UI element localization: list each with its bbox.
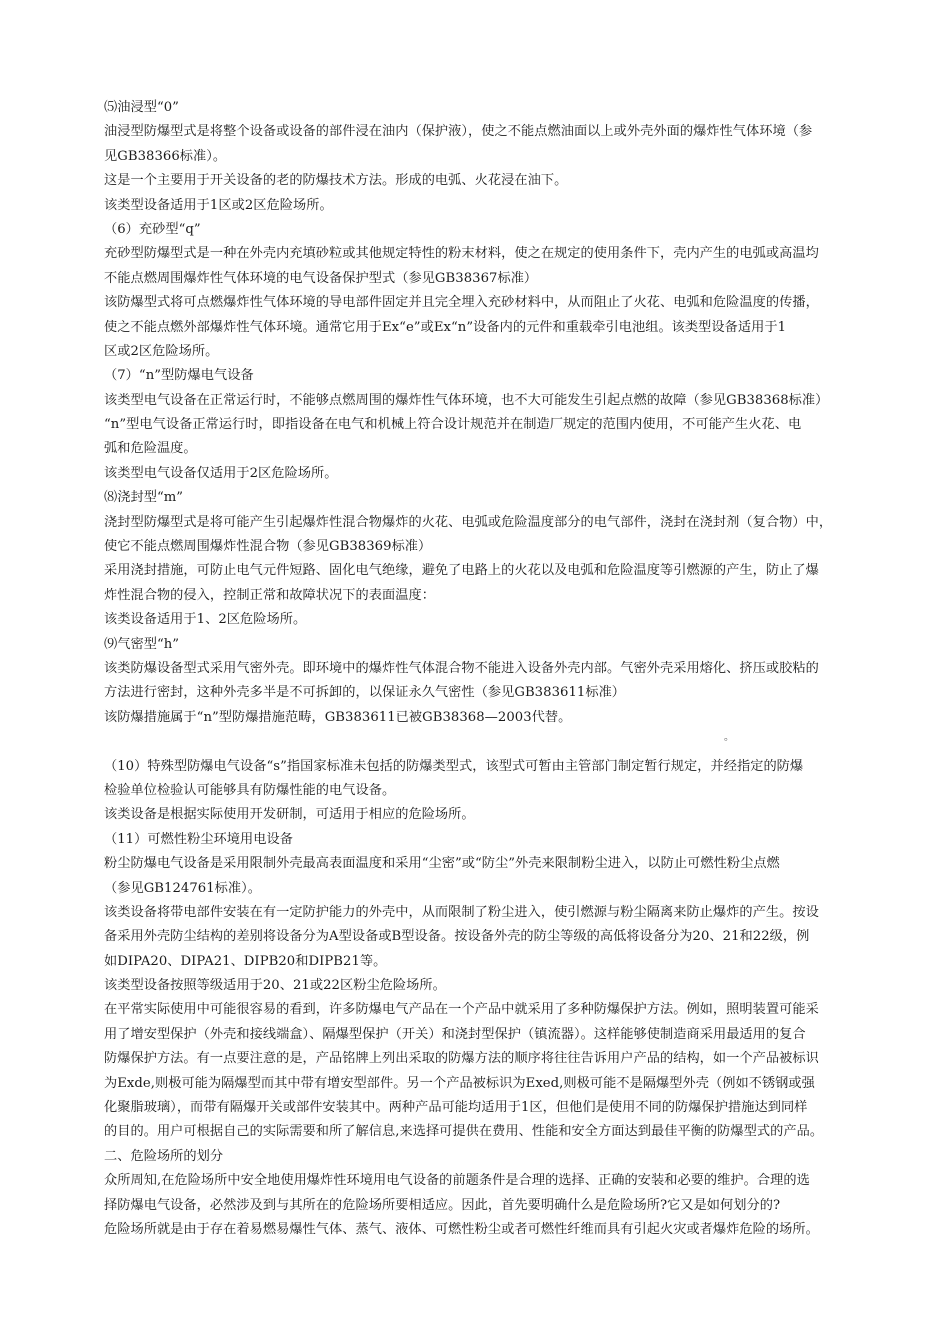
text-line: 该类设备适用于1、2区危险场所。 <box>104 612 307 628</box>
text-line: 不能点燃周围爆炸性气体环境的电气设备保护型式（参见GB38367标准） <box>104 270 538 286</box>
text-line: （10）特殊型防爆电气设备“s”指国家标准未包括的防爆类型式，该型式可暂由主管部门制定暂行规定，并经指定的防爆 <box>104 758 804 774</box>
text-line: 为Exde,则极可能为隔爆型而其中带有增安型部件。另一个产品被标识为Exed,则极可能不是隔爆型外壳（例如不锈钢或强 <box>104 1075 815 1091</box>
stray-period-mark: 。 <box>724 732 734 743</box>
text-line: 该类防爆设备型式采用气密外壳。即环境中的爆炸性气体混合物不能进入设备外壳内部。气密外壳采用熔化、挤压或胶粘的 <box>104 660 819 676</box>
text-line: （6）充砂型“q” <box>104 221 201 237</box>
text-line: 炸性混合物的侵入，控制正常和故障状况下的表面温度： <box>104 587 435 603</box>
text-line: ⑼气密型“h” <box>104 636 180 652</box>
text-line: 见GB38366标准）。 <box>104 148 227 164</box>
text-line: 该防爆型式将可点燃爆炸性气体环境的导电部件固定并且完全埋入充砂材料中，从而阻止了火花、电弧和危险温度的传播， <box>104 295 819 311</box>
text-line: 浇封型防爆型式是将可能产生引起爆炸性混合物爆炸的火花、电弧或危险温度部分的电气部件，浇封在浇封剂（复合物）中， <box>104 514 833 530</box>
text-line: 这是一个主要用于开关设备的老的防爆技术方法。形成的电弧、火花浸在油下。 <box>104 173 568 189</box>
text-line: 区或2区危险场所。 <box>104 343 219 359</box>
text-line: 使它不能点燃周围爆炸性混合物（参见GB38369标准） <box>104 539 432 555</box>
text-line: 该类型电气设备在正常运行时，不能够点燃周围的爆炸性气体环境，也不大可能发生引起点燃的故障（参见GB38368标准） <box>104 392 829 408</box>
text-line: 择防爆电气设备，必然涉及到与其所在的危险场所要相适应。因此，首先要明确什么是危险场所?它又是如何划分的? <box>104 1197 781 1213</box>
text-line: 在平常实际使用中可能很容易的看到，许多防爆电气产品在一个产品中就采用了多种防爆保护方法。例如，照明装置可能采 <box>104 1002 819 1018</box>
text-line: 使之不能点燃外部爆炸性气体环境。通常它用于Ex“e”或Ex“n”设备内的元件和重载牵引电池组。该类型设备适用于1 <box>104 319 787 335</box>
text-line: 用了增安型保护（外壳和接线端盒）、隔爆型保护（开关）和浇封型保护（镇流器）。这样能够使制造商采用最适用的复合 <box>104 1026 806 1042</box>
text-line: 防爆保护方法。有一点要注意的是，产品铭牌上列出采取的防爆方法的顺序将往往告诉用户产品的结构，如一个产品被标识 <box>104 1051 819 1067</box>
text-line: 备采用外壳防尘结构的差别将设备分为A型设备或B型设备。按设备外壳的防尘等级的高低将设备分为20、21和22级，例 <box>104 929 810 945</box>
text-line: 危险场所就是由于存在着易燃易爆性气体、蒸气、液体、可燃性粉尘或者可燃性纤维而具有引起火灾或者爆炸危险的场所。 <box>104 1221 819 1237</box>
text-line: 油浸型防爆型式是将整个设备或设备的部件浸在油内（保护液），使之不能点燃油面以上或外壳外面的爆炸性气体环境（参 <box>104 124 813 140</box>
text-line: 该类型设备按照等级适用于20、21或22区粉尘危险场所。 <box>104 978 446 994</box>
text-line: 的目的。用户可根据自己的实际需要和所了解信息,来选择可提供在费用、性能和安全方面达到最佳平衡的防爆型式的产品。 <box>104 1124 824 1140</box>
text-line <box>104 730 858 754</box>
document-body <box>104 96 858 1242</box>
text-line: 该类设备将带电部件安装在有一定防护能力的外壳中，从而限制了粉尘进入，使引燃源与粉尘隔离来防止爆炸的产生。按设 <box>104 904 819 920</box>
text-line: 众所周知,在危险场所中安全地使用爆炸性环境用电气设备的前题条件是合理的选择、正确的安装和必要的维护。合理的选 <box>104 1173 810 1189</box>
text-line: 如DIPA20、DIPA21、DIPB20和DIPB21等。 <box>104 953 387 969</box>
text-line: “n”型电气设备正常运行时，即指设备在电气和机械上符合设计规范并在制造厂规定的范围内使用，不可能产生火花、电 <box>104 417 802 433</box>
text-line: 粉尘防爆电气设备是采用限制外壳最高表面温度和采用“尘密”或“防尘”外壳来限制粉尘进入，以防止可燃性粉尘点燃 <box>104 856 780 872</box>
text-line: 充砂型防爆型式是一种在外壳内充填砂粒或其他规定特性的粉末材料，使之在规定的使用条件下，壳内产生的电弧或高温均 <box>104 246 819 262</box>
text-line: 该防爆措施属于“n”型防爆措施范畴，GB383611已被GB38368—2003代替。 <box>104 709 572 725</box>
text-line: ⑻浇封型“m” <box>104 490 184 506</box>
text-line: 该类设备是根据实际使用开发研制，可适用于相应的危险场所。 <box>104 807 475 823</box>
text-line: 采用浇封措施，可防止电气元件短路、固化电气绝缘，避免了电路上的火花以及电弧和危险温度等引燃源的产生，防止了爆 <box>104 563 819 579</box>
text-line: （参见GB124761标准）。 <box>104 880 262 896</box>
text-line: 方法进行密封，这种外壳多半是不可拆卸的，以保证永久气密性（参见GB383611标准） <box>104 685 626 701</box>
text-line: 弧和危险温度。 <box>104 441 197 457</box>
text-line: （7）“n”型防爆电气设备 <box>104 368 254 384</box>
text-line: 检验单位检验认可能够具有防爆性能的电气设备。 <box>104 782 396 798</box>
text-line: ⑸油浸型“0” <box>104 100 179 115</box>
text-line: 该类型设备适用于1区或2区危险场所。 <box>104 197 333 213</box>
text-line: 该类型电气设备仅适用于2区危险场所。 <box>104 465 338 481</box>
text-line: （11）可燃性粉尘环境用电设备 <box>104 831 293 847</box>
text-line: 二、危险场所的划分 <box>104 1148 224 1164</box>
text-line: 化聚脂玻璃），而带有隔爆开关或部件安装其中。两种产品可能均适用于1区，但他们是使用不同的防爆保护措施达到同样 <box>104 1100 808 1116</box>
